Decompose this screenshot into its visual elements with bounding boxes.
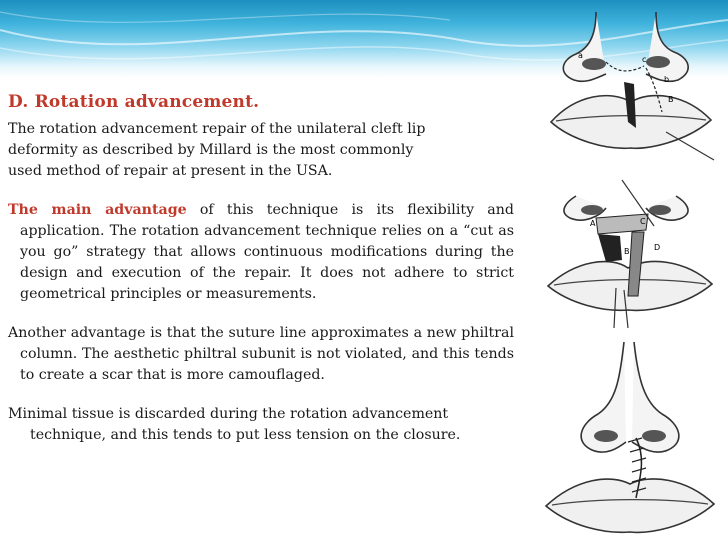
label: B — [668, 95, 674, 104]
intro-line: deformity as described by Millard is the most commonly — [8, 142, 414, 158]
main-advantage-paragraph — [8, 200, 514, 305]
intro-paragraph — [8, 119, 514, 182]
minimal-line-2: technique, and this tends to put less tension on the closure. — [30, 427, 461, 443]
minimal-line-1: Minimal tissue is discarded during the rotation advancement — [8, 406, 449, 422]
label: B — [624, 247, 630, 256]
illustration-cleft-marking — [536, 2, 722, 162]
surgical-illustrations — [528, 0, 728, 546]
label: b — [664, 75, 670, 84]
illustration-rotation-flap — [536, 178, 722, 328]
slide-text — [8, 92, 514, 446]
intro-line: The rotation advancement repair of the unilateral cleft lip — [8, 121, 426, 137]
label: C — [640, 217, 646, 226]
label: A — [590, 219, 596, 228]
label: c — [642, 55, 647, 64]
label: D — [654, 243, 661, 252]
intro-line: used method of repair at present in the USA. — [8, 163, 333, 179]
main-advantage-text: of this technique is its flexibility and application. The rotation advancement technique relies on a “cut as you go” strategy that allows continuous modifications during the design and execution of the repair. It does not adhere to strict geometrical principles or measurements. — [20, 202, 514, 302]
illustration-closure — [536, 338, 722, 538]
label: a — [578, 51, 583, 60]
slide-title: D. Rotation advancement. — [8, 92, 260, 112]
main-advantage-label: The main advantage — [8, 202, 187, 218]
minimal-tissue-paragraph — [8, 404, 514, 446]
another-advantage-paragraph: Another advantage is that the suture line approximates a new philtral column. The aesthetic philtral subunit is not violated, and this tends to create a scar that is more camouflaged. — [8, 325, 514, 383]
